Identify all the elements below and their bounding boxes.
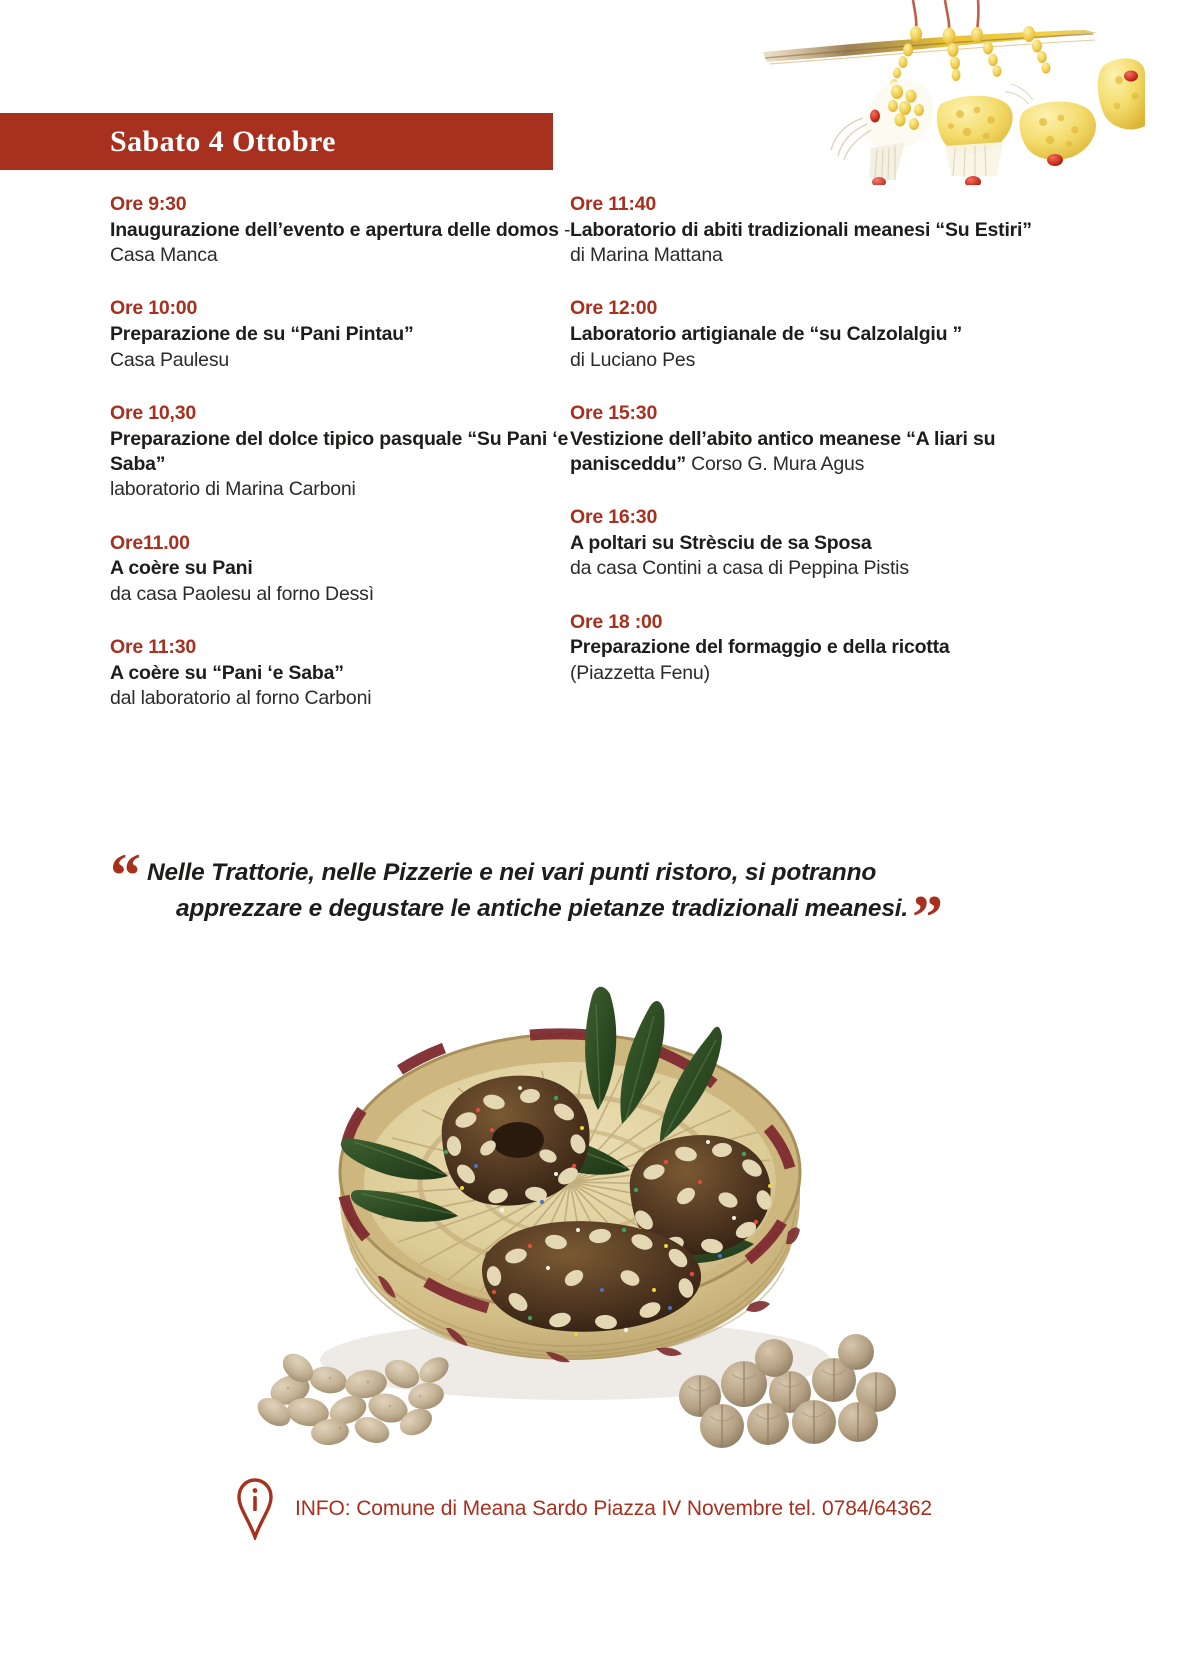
- event-title: A poltari su Strèsciu de sa Sposa: [570, 532, 872, 554]
- event-time: Ore 10:00: [110, 297, 198, 320]
- event-title: A coère su “Pani ‘e Saba”: [110, 661, 344, 684]
- schedule-event: [570, 505, 1040, 581]
- schedule-section: [0, 192, 1200, 711]
- schedule-column-left: [110, 192, 580, 711]
- quote-block: [110, 842, 1090, 952]
- event-subtitle: (Piazzetta Fenu): [570, 661, 710, 684]
- event-subtitle: dal laboratorio al forno Carboni: [110, 687, 372, 710]
- footer-info-text: INFO: Comune di Meana Sardo Piazza IV Novembre tel. 0784/64362: [295, 1497, 932, 1520]
- event-title: Preparazione del formaggio e della ricotta: [570, 636, 950, 659]
- schedule-event: [110, 296, 580, 372]
- event-body: [110, 218, 580, 269]
- schedule-event: [110, 401, 580, 503]
- event-subtitle: da casa Contini a casa di Peppina Pistis: [570, 557, 909, 580]
- quote-open-icon: “: [110, 842, 141, 910]
- event-time: Ore 10,30: [110, 401, 197, 424]
- schedule-event: [570, 401, 1040, 477]
- footer-info: [237, 1478, 932, 1540]
- schedule-event: [570, 296, 1040, 372]
- event-title: Laboratorio artigianale de “su Calzolalgiu ”: [570, 323, 963, 346]
- info-pin-icon: [237, 1478, 273, 1540]
- event-title: Inaugurazione dell’evento e apertura delle domos: [110, 218, 559, 241]
- event-body: [570, 427, 1040, 478]
- schedule-event: [570, 610, 1040, 686]
- schedule-event: [110, 192, 580, 268]
- traditional-sweets-photo: [230, 960, 910, 1450]
- event-time: Ore 12:00: [570, 297, 658, 320]
- event-time: Ore11.00: [110, 531, 190, 554]
- schedule-column-right: [570, 192, 1040, 711]
- page-title: Sabato 4 Ottobre: [110, 124, 336, 158]
- event-title: Laboratorio di abiti tradizionali meanesi “Su Estiri”: [570, 218, 1032, 241]
- event-time: Ore 18 :00: [570, 610, 663, 633]
- schedule-event: [570, 192, 1040, 268]
- event-title: Preparazione del dolce tipico pasquale “Su Pani ‘e Saba”: [110, 427, 569, 475]
- event-time: Ore 11:30: [110, 636, 197, 659]
- quote-close-icon: ”: [912, 883, 943, 952]
- event-subtitle: Corso G. Mura Agus: [685, 452, 865, 475]
- event-body: [570, 218, 1040, 269]
- event-title: Vestizione dell’abito antico meanese “A liari su panisceddu”: [570, 427, 996, 475]
- quote-line-1: Nelle Trattorie, nelle Pizzerie e nei vari punti ristoro, si potranno: [147, 859, 877, 886]
- event-subtitle: - Casa Manca: [110, 218, 571, 267]
- event-time: Ore 16:30: [570, 506, 658, 529]
- event-subtitle: di Luciano Pes: [570, 348, 696, 371]
- event-subtitle: Casa Paulesu: [110, 348, 230, 371]
- event-subtitle: di Marina Mattana: [570, 244, 723, 267]
- event-time: Ore 11:40: [570, 193, 657, 215]
- event-subtitle: da casa Paolesu al forno Dessì: [110, 582, 374, 605]
- event-subtitle: laboratorio di Marina Carboni: [110, 478, 356, 501]
- quote-line-2: apprezzare e degustare le antiche pietanze tradizionali meanesi.: [176, 894, 908, 922]
- event-time: Ore 15:30: [570, 401, 658, 424]
- event-title: A coère su Pani: [110, 557, 253, 580]
- schedule-event: [110, 531, 580, 607]
- event-title: Preparazione de su “Pani Pintau”: [110, 323, 414, 346]
- schedule-event: [110, 635, 580, 711]
- decorative-sweets-artwork: [745, 0, 1145, 185]
- event-time: Ore 9:30: [110, 193, 187, 215]
- day-header-band: [0, 113, 553, 170]
